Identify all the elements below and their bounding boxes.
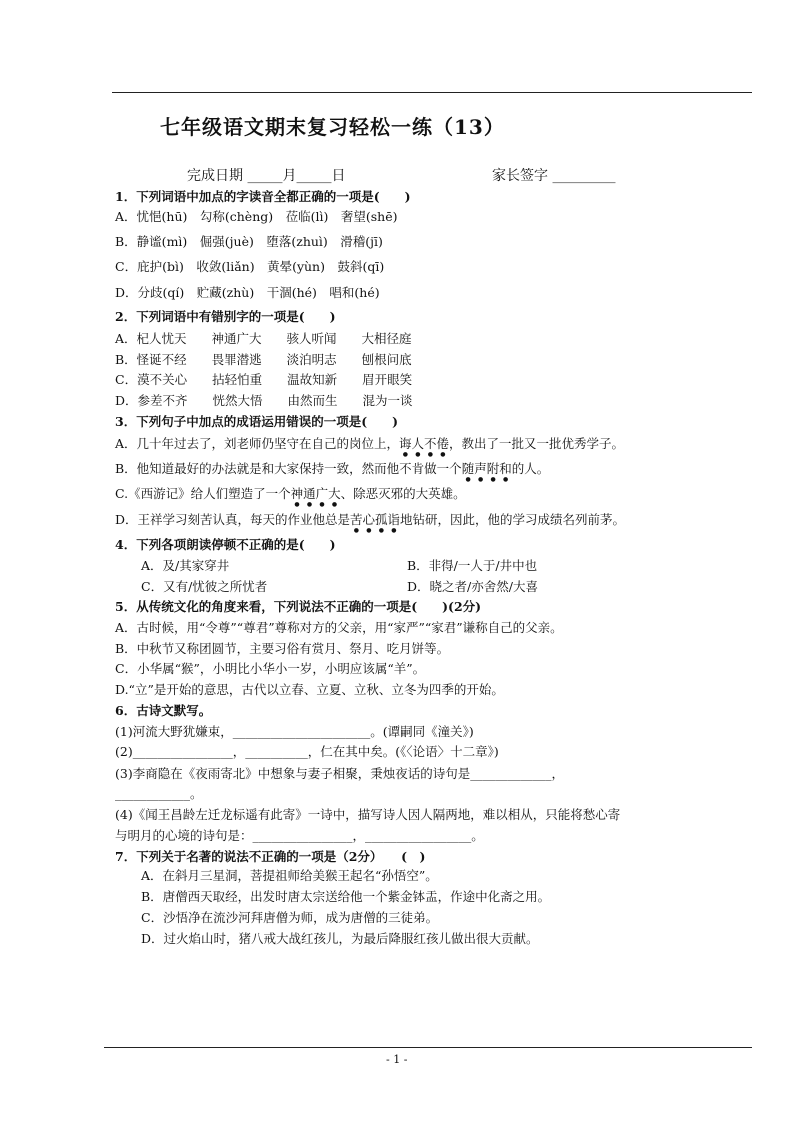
question-4-stem: 4．下列各项朗读停顿不正确的是( ) — [115, 537, 336, 552]
dotted-idiom: 神通广大 — [290, 486, 341, 501]
option-text: B．他知道最好的办法就是和大家保持一致，然而他不肯做一个 — [115, 461, 462, 476]
question-5-option-a: A．古时候，用“令尊”“尊君”尊称对方的父亲，用“家严”“家君”谦称自己的父亲。 — [115, 620, 563, 635]
option-text: A．几十年过去了，刘老师仍坚守在自己的岗位上， — [115, 436, 400, 451]
question-6-item-3-cont: ____________。 — [115, 786, 203, 801]
dotted-idiom: 诲人不倦 — [399, 436, 450, 451]
option-text: C.《西游记》给人们塑造了一个 — [115, 486, 291, 501]
question-6-item-3: (3)李商隐在《夜雨寄北》中想象与妻子相聚，秉烛夜话的诗句是_____________， — [115, 766, 564, 781]
question-5-option-d: D.“立”是开始的意思，古代以立春、立夏、立秋、立冬为四季的开始。 — [115, 682, 504, 697]
question-2-option-a: A．杞人忧天 神通广大 骇人听闻 大相径庭 — [115, 331, 412, 346]
question-1-stem: 1．下列词语中加点的字读音全都正确的一项是( ) — [115, 189, 411, 204]
question-6-item-1: (1)河流大野犹嫌束，______________________。(谭嗣同《潼关》) — [115, 724, 474, 739]
question-7-stem: 7．下列关于名著的说法不正确的一项是（2分） ( ) — [115, 849, 426, 864]
question-4-option-a: A．及/其家穿井 — [141, 558, 230, 573]
question-7-option-b: B．唐僧西天取经，出发时唐太宗送给他一个紫金钵盂，作途中化斋之用。 — [141, 889, 551, 904]
question-3-option-a — [115, 436, 624, 458]
question-3-stem: 3．下列句子中加点的成语运用错误的一项是( ) — [115, 414, 399, 429]
page-number: - 1 - — [386, 1053, 408, 1066]
question-7-option-a: A．在斜月三星洞，菩提祖师给美猴王起名“孙悟空”。 — [141, 868, 438, 883]
option-text: D．王祥学习刻苦认真，每天的作业他总是 — [115, 512, 351, 527]
completion-date-field: 完成日期 _____月_____日 — [187, 168, 346, 184]
question-5-option-b: B．中秋节又称团圆节，主要习俗有赏月、祭月、吃月饼等。 — [115, 641, 450, 656]
question-3-option-d — [115, 512, 625, 534]
question-5-stem: 5．从传统文化的角度来看，下列说法不正确的一项是( )(2分) — [115, 599, 482, 614]
footer-rule — [104, 1047, 752, 1048]
question-1-option-d: D．分歧(qí) 贮藏(zhù) 干涸(hé) 唱和(hé) — [115, 285, 380, 300]
question-1-option-b: B．静谧(mì) 倔强(juè) 堕落(zhuì) 滑稽(jī) — [115, 234, 383, 249]
question-4-option-b: B．非得/一人于/井中也 — [407, 558, 538, 573]
option-text: ，教出了一批又一批优秀学子。 — [449, 436, 625, 451]
option-text: 的人。 — [511, 461, 550, 476]
question-6-item-4: (4)《闻王昌龄左迁龙标遥有此寄》一诗中，描写诗人因人隔两地，难以相从，只能将愁心寄 — [115, 807, 621, 822]
question-7-option-d: D．过火焰山时，猪八戒大战红孩儿，为最后降服红孩儿做出很大贡献。 — [141, 931, 539, 946]
question-6-stem: 6．古诗文默写。 — [115, 703, 212, 718]
dotted-idiom: 苦心孤诣 — [350, 512, 401, 527]
question-2-option-b: B．怪诞不经 畏罪潜逃 淡泊明志 刨根问底 — [115, 352, 412, 367]
question-1-option-a: A．忧悒(hū) 勾称(chèng) 莅临(lì) 奢望(shē) — [115, 209, 398, 224]
question-5-option-c: C．小华属“猴”，小明比小华小一岁，小明应该属“羊”。 — [115, 661, 426, 676]
question-2-option-d: D．参差不齐 恍然大悟 由然而生 混为一谈 — [115, 393, 413, 408]
question-4-option-c: C．又有/忧彼之所忧者 — [141, 579, 268, 594]
question-2-option-c: C．漠不关心 拈轻怕重 温故知新 眉开眼笑 — [115, 372, 413, 387]
question-3-option-c — [115, 486, 466, 508]
question-7-option-c: C．沙悟净在流沙河拜唐僧为师，成为唐僧的三徒弟。 — [141, 910, 439, 925]
question-6-item-2: (2)________________，__________，仁在其中矣。(《〈论语〉十二章》) — [115, 744, 499, 759]
question-3-option-b — [115, 461, 549, 483]
question-4-option-d: D．晓之者/亦舍然/大喜 — [407, 579, 538, 594]
header-rule — [112, 92, 752, 93]
option-text: 、除恶灭邪的大英雄。 — [340, 486, 466, 501]
question-6-item-4-cont: 与明月的心境的诗句是：________________，_________________。 — [115, 828, 484, 843]
parent-signature-field: 家长签字 _________ — [492, 168, 616, 184]
page-title: 七年级语文期末复习轻松一练（13） — [160, 115, 505, 139]
option-text: 地钻研，因此，他的学习成绩名列前茅。 — [400, 512, 626, 527]
question-2-stem: 2．下列词语中有错别字的一项是( ) — [115, 309, 336, 324]
question-1-option-c: C．庇护(bì) 收敛(liǎn) 黄晕(yùn) 鼓斜(qī) — [115, 259, 385, 274]
dotted-idiom: 随声附和 — [461, 461, 512, 476]
